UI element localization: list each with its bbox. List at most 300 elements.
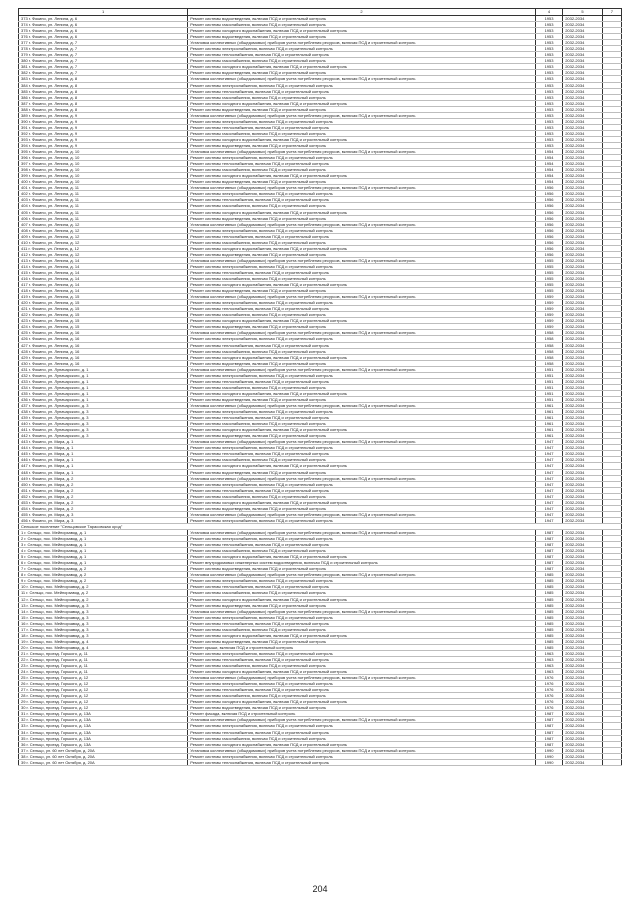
- work-type-cell: Ремонт системы газоснабжения, включая ПСД и строительный контроль: [188, 663, 536, 669]
- address-cell: 3 г. Сельцо, пос. Мейпорзавод, д. 1: [19, 542, 188, 548]
- address-cell: 379 г. Фокино, ул. Ленина, д. 7: [19, 52, 188, 58]
- work-type-cell: Ремонт системы водоотведения, включая ПСД и строительный контроль: [188, 566, 536, 572]
- work-type-cell: Ремонт крыши, включая ПСД и строительный контроль: [188, 644, 536, 650]
- address-cell: 4 г. Сельцо, пос. Мейпорзавод, д. 1: [19, 548, 188, 554]
- work-type-cell: Установка коллективных (общедомовых) приборов учета потребления ресурсов, включая ПСД и строительный контроль: [188, 572, 536, 578]
- address-cell: 26 г. Сельцо, проезд. Горького, д. 12: [19, 681, 188, 687]
- work-type-cell: Ремонт системы газоснабжения, включая ПСД и строительный контроль: [188, 276, 536, 282]
- work-type-cell: Ремонт системы газоснабжения, включая ПСД и строительный контроль: [188, 94, 536, 100]
- work-type-cell: Ремонт системы теплоснабжения, включая ПСД и строительный контроль: [188, 52, 536, 58]
- address-cell: 391 г. Фокино, ул. Ленина, д. 9: [19, 124, 188, 130]
- year-cell: 1959: [535, 306, 562, 312]
- period-cell: 2032-2034: [563, 451, 603, 457]
- work-type-cell: Ремонт системы теплоснабжения, включая ПСД и строительный контроль: [188, 415, 536, 421]
- period-cell: 2032-2034: [563, 106, 603, 112]
- address-cell: 450 г. Фокино, ул. Мира, д. 2: [19, 481, 188, 487]
- period-cell: 2032-2034: [563, 336, 603, 342]
- period-cell: 2032-2034: [563, 142, 603, 148]
- year-cell: 1985: [535, 584, 562, 590]
- address-cell: 383 г. Фокино, ул. Ленина, д. 8: [19, 76, 188, 82]
- address-cell: 15 г. Сельцо, пос. Мейпорзавод, д. 3: [19, 614, 188, 620]
- address-cell: 410 г. Фокино, ул. Ленина, д. 12: [19, 239, 188, 245]
- address-cell: 420 г. Фокино, ул. Ленина, д. 15: [19, 300, 188, 306]
- address-cell: 425 г. Фокино, ул. Ленина, д. 16: [19, 330, 188, 336]
- year-cell: 1958: [535, 342, 562, 348]
- period-cell: 2032-2034: [563, 403, 603, 409]
- address-cell: 390 г. Фокино, ул. Ленина, д. 9: [19, 118, 188, 124]
- address-cell: 451 г. Фокино, ул. Мира, д. 2: [19, 487, 188, 493]
- work-type-cell: Ремонт системы холодного водоснабжения, включая ПСД и строительный контроль: [188, 669, 536, 675]
- year-cell: 1953: [535, 118, 562, 124]
- period-cell: 2032-2034: [563, 100, 603, 106]
- address-cell: 408 г. Фокино, ул. Ленина, д. 12: [19, 227, 188, 233]
- address-cell: 380 г. Фокино, ул. Ленина, д. 7: [19, 58, 188, 64]
- period-cell: 2032-2034: [563, 554, 603, 560]
- year-cell: 1958: [535, 330, 562, 336]
- address-cell: 386 г. Фокино, ул. Ленина, д. 8: [19, 94, 188, 100]
- period-cell: 2032-2034: [563, 396, 603, 402]
- year-cell: 1953: [535, 82, 562, 88]
- work-type-cell: Ремонт системы газоснабжения, включая ПСД и строительный контроль: [188, 58, 536, 64]
- year-cell: 1955: [535, 288, 562, 294]
- work-type-cell: Ремонт системы теплоснабжения, включая ПСД и строительный контроль: [188, 161, 536, 167]
- year-cell: 1985: [535, 572, 562, 578]
- year-cell: 1959: [535, 294, 562, 300]
- work-type-cell: Установка коллективных (общедомовых) приборов учета потребления ресурсов, включая ПСД и строительный контроль: [188, 439, 536, 445]
- period-cell: 2032-2034: [563, 499, 603, 505]
- header-col-5: 5: [563, 9, 603, 16]
- year-cell: 1959: [535, 324, 562, 330]
- period-cell: 2032-2034: [563, 276, 603, 282]
- year-cell: 1976: [535, 681, 562, 687]
- address-cell: 443 г. Фокино, ул. Мира, д. 1: [19, 439, 188, 445]
- address-cell: 437 г. Фокино, ул. Луначарского, д. 3: [19, 403, 188, 409]
- period-cell: 2032-2034: [563, 469, 603, 475]
- address-cell: 415 г. Фокино, ул. Ленина, д. 14: [19, 269, 188, 275]
- work-type-cell: Ремонт системы холодного водоснабжения, включая ПСД и строительный контроль: [188, 741, 536, 747]
- work-type-cell: Ремонт системы теплоснабжения, включая ПСД и строительный контроль: [188, 620, 536, 626]
- work-type-cell: Ремонт системы электроснабжения, включая ПСД и строительный контроль: [188, 372, 536, 378]
- period-cell: 2032-2034: [563, 149, 603, 155]
- work-type-cell: Ремонт системы теплоснабжения, включая ПСД и строительный контроль: [188, 197, 536, 203]
- period-cell: 2032-2034: [563, 185, 603, 191]
- work-type-cell: Ремонт системы электроснабжения, включая ПСД и строительный контроль: [188, 118, 536, 124]
- period-cell: 2032-2034: [563, 191, 603, 197]
- period-cell: 2032-2034: [563, 215, 603, 221]
- year-cell: 1985: [535, 620, 562, 626]
- period-cell: 2032-2034: [563, 608, 603, 614]
- work-type-cell: Установка коллективных (общедомовых) приборов учета потребления ресурсов, включая ПСД и строительный контроль: [188, 403, 536, 409]
- period-cell: 2032-2034: [563, 693, 603, 699]
- work-type-cell: Ремонт системы холодного водоснабжения, включая ПСД и строительный контроль: [188, 554, 536, 560]
- address-cell: 5 г. Сельцо, пос. Мейпорзавод, д. 1: [19, 554, 188, 560]
- address-cell: 34 г. Сельцо, проезд. Горького, д. 13А: [19, 729, 188, 735]
- period-cell: 2032-2034: [563, 650, 603, 656]
- work-type-cell: Ремонт системы газоснабжения, включая ПСД и строительный контроль: [188, 457, 536, 463]
- work-type-cell: Ремонт системы электроснабжения, включая ПСД и строительный контроль: [188, 82, 536, 88]
- year-cell: 1956: [535, 233, 562, 239]
- year-cell: 1947: [535, 505, 562, 511]
- work-type-cell: Ремонт системы газоснабжения, включая ПСД и строительный контроль: [188, 203, 536, 209]
- work-type-cell: Ремонт системы электроснабжения, включая ПСД и строительный контроль: [188, 336, 536, 342]
- address-cell: 32 г. Сельцо, проезд. Горького, д. 13А: [19, 717, 188, 723]
- work-type-cell: Ремонт системы водоотведения, включая ПСД и строительный контроль: [188, 251, 536, 257]
- period-cell: 2032-2034: [563, 118, 603, 124]
- work-type-cell: Ремонт системы электроснабжения, включая ПСД и строительный контроль: [188, 578, 536, 584]
- year-cell: 1953: [535, 22, 562, 28]
- address-cell: 9 г. Сельцо, пос. Мейпорзавод, д. 2: [19, 578, 188, 584]
- header-col-7: 7: [602, 9, 621, 16]
- period-cell: 2032-2034: [563, 626, 603, 632]
- work-type-cell: Ремонт системы газоснабжения, включая ПСД и строительный контроль: [188, 493, 536, 499]
- year-cell: 1956: [535, 209, 562, 215]
- work-type-cell: Ремонт системы теплоснабжения, включая ПСД и строительный контроль: [188, 342, 536, 348]
- year-cell: 1953: [535, 100, 562, 106]
- year-cell: 1976: [535, 687, 562, 693]
- address-cell: 8 г. Сельцо, пос. Мейпорзавод, д. 2: [19, 572, 188, 578]
- work-type-cell: Ремонт системы газоснабжения, включая ПСД и строительный контроль: [188, 590, 536, 596]
- year-cell: 1947: [535, 457, 562, 463]
- address-cell: 438 г. Фокино, ул. Луначарского, д. 3: [19, 409, 188, 415]
- year-cell: 1958: [535, 360, 562, 366]
- period-cell: 2032-2034: [563, 439, 603, 445]
- year-cell: 1951: [535, 378, 562, 384]
- year-cell: 1976: [535, 693, 562, 699]
- address-cell: 432 г. Фокино, ул. Луначарского, д. 1: [19, 372, 188, 378]
- year-cell: 1987: [535, 548, 562, 554]
- period-cell: 2032-2034: [563, 203, 603, 209]
- period-cell: 2032-2034: [563, 294, 603, 300]
- address-cell: 413 г. Фокино, ул. Ленина, д. 14: [19, 257, 188, 263]
- address-cell: 31 г. Сельцо, проезд. Горького, д. 13А: [19, 711, 188, 717]
- period-cell: 2032-2034: [563, 741, 603, 747]
- period-cell: 2032-2034: [563, 669, 603, 675]
- work-type-cell: Установка коллективных (общедомовых) приборов учета потребления ресурсов, включая ПСД и строительный контроль: [188, 149, 536, 155]
- period-cell: 2032-2034: [563, 517, 603, 523]
- year-cell: 1987: [535, 729, 562, 735]
- period-cell: 2032-2034: [563, 427, 603, 433]
- year-cell: 1953: [535, 46, 562, 52]
- year-cell: 1953: [535, 76, 562, 82]
- period-cell: 2032-2034: [563, 481, 603, 487]
- work-type-cell: Ремонт системы водоотведения, включая ПСД и строительный контроль: [188, 360, 536, 366]
- address-cell: 10 г. Сельцо, пос. Мейпорзавод, д. 2: [19, 584, 188, 590]
- year-cell: 1958: [535, 348, 562, 354]
- period-cell: 2032-2034: [563, 584, 603, 590]
- address-cell: 392 г. Фокино, ул. Ленина, д. 9: [19, 130, 188, 136]
- period-cell: 2032-2034: [563, 16, 603, 22]
- year-cell: 1958: [535, 354, 562, 360]
- address-cell: 429 г. Фокино, ул. Ленина, д. 16: [19, 354, 188, 360]
- period-cell: 2032-2034: [563, 717, 603, 723]
- address-cell: 33 г. Сельцо, проезд. Горького, д. 13А: [19, 723, 188, 729]
- period-cell: 2032-2034: [563, 457, 603, 463]
- work-type-cell: Ремонт системы газоснабжения, включая ПСД и строительный контроль: [188, 548, 536, 554]
- year-cell: 1987: [535, 529, 562, 535]
- year-cell: 1951: [535, 396, 562, 402]
- year-cell: 1985: [535, 608, 562, 614]
- address-cell: 388 г. Фокино, ул. Ленина, д. 8: [19, 106, 188, 112]
- address-cell: 401 г. Фокино, ул. Ленина, д. 11: [19, 185, 188, 191]
- address-cell: 18 г. Сельцо, пос. Мейпорзавод, д. 3: [19, 632, 188, 638]
- work-type-cell: Установка коллективных (общедомовых) приборов учета потребления ресурсов, включая ПСД и строительный контроль: [188, 529, 536, 535]
- period-cell: 2032-2034: [563, 433, 603, 439]
- address-cell: 22 г. Сельцо, проезд. Горького, д. 11: [19, 656, 188, 662]
- address-cell: 378 г. Фокино, ул. Ленина, д. 7: [19, 46, 188, 52]
- work-type-cell: Ремонт системы водоотведения, включая ПСД и строительный контроль: [188, 288, 536, 294]
- period-cell: 2032-2034: [563, 753, 603, 759]
- work-type-cell: Ремонт системы холодного водоснабжения, включая ПСД и строительный контроль: [188, 318, 536, 324]
- period-cell: 2032-2034: [563, 94, 603, 100]
- year-cell: 1985: [535, 632, 562, 638]
- period-cell: 2032-2034: [563, 681, 603, 687]
- period-cell: 2032-2034: [563, 288, 603, 294]
- period-cell: 2032-2034: [563, 88, 603, 94]
- address-cell: 7 г. Сельцо, пос. Мейпорзавод, д. 2: [19, 566, 188, 572]
- period-cell: 2032-2034: [563, 58, 603, 64]
- year-cell: 1985: [535, 614, 562, 620]
- year-cell: 1956: [535, 227, 562, 233]
- period-cell: 2032-2034: [563, 348, 603, 354]
- work-type-cell: Ремонт системы газоснабжения, включая ПСД и строительный контроль: [188, 130, 536, 136]
- year-cell: 1976: [535, 699, 562, 705]
- period-cell: 2032-2034: [563, 572, 603, 578]
- year-cell: 1987: [535, 741, 562, 747]
- year-cell: 1987: [535, 735, 562, 741]
- work-type-cell: Установка коллективных (общедомовых) приборов учета потребления ресурсов, включая ПСД и строительный контроль: [188, 76, 536, 82]
- work-type-cell: Ремонт системы электроснабжения, включая ПСД и строительный контроль: [188, 753, 536, 759]
- year-cell: 1953: [535, 136, 562, 142]
- period-cell: 2032-2034: [563, 445, 603, 451]
- address-cell: 396 г. Фокино, ул. Ленина, д. 10: [19, 155, 188, 161]
- period-cell: 2032-2034: [563, 312, 603, 318]
- address-cell: 419 г. Фокино, ул. Ленина, д. 15: [19, 294, 188, 300]
- work-type-cell: Ремонт системы теплоснабжения, включая ПСД и строительный контроль: [188, 542, 536, 548]
- year-cell: 1956: [535, 221, 562, 227]
- period-cell: 2032-2034: [563, 233, 603, 239]
- work-type-cell: Ремонт системы водоотведения, включая ПСД и строительный контроль: [188, 705, 536, 711]
- period-cell: 2032-2034: [563, 542, 603, 548]
- year-cell: 1947: [535, 439, 562, 445]
- year-cell: 1961: [535, 409, 562, 415]
- work-type-cell: Ремонт системы теплоснабжения, включая ПСД и строительный контроль: [188, 451, 536, 457]
- period-cell: 2032-2034: [563, 602, 603, 608]
- work-type-cell: Ремонт системы электроснабжения, включая ПСД и строительный контроль: [188, 263, 536, 269]
- address-cell: 422 г. Фокино, ул. Ленина, д. 15: [19, 312, 188, 318]
- work-type-cell: Ремонт системы электроснабжения, включая ПСД и строительный контроль: [188, 650, 536, 656]
- work-type-cell: Ремонт системы холодного водоснабжения, включая ПСД и строительный контроль: [188, 282, 536, 288]
- year-cell: 1990: [535, 759, 562, 765]
- period-cell: 2032-2034: [563, 638, 603, 644]
- address-cell: 416 г. Фокино, ул. Ленина, д. 14: [19, 276, 188, 282]
- year-cell: 1947: [535, 469, 562, 475]
- address-cell: 21 г. Сельцо, проезд. Горького, д. 11: [19, 650, 188, 656]
- year-cell: 1955: [535, 257, 562, 263]
- period-cell: 2032-2034: [563, 245, 603, 251]
- year-cell: 1953: [535, 112, 562, 118]
- address-cell: 381 г. Фокино, ул. Ленина, д. 7: [19, 64, 188, 70]
- period-cell: 2032-2034: [563, 167, 603, 173]
- work-type-cell: Ремонт системы электроснабжения, включая ПСД и строительный контроль: [188, 723, 536, 729]
- period-cell: 2032-2034: [563, 46, 603, 52]
- year-cell: 1987: [535, 560, 562, 566]
- year-cell: 1953: [535, 34, 562, 40]
- year-cell: 1961: [535, 415, 562, 421]
- work-type-cell: Ремонт системы теплоснабжения, включая ПСД и строительный контроль: [188, 584, 536, 590]
- period-cell: 2032-2034: [563, 209, 603, 215]
- year-cell: 1987: [535, 542, 562, 548]
- year-cell: 1961: [535, 421, 562, 427]
- work-type-cell: Установка коллективных (общедомовых) приборов учета потребления ресурсов, включая ПСД и строительный контроль: [188, 257, 536, 263]
- work-type-cell: Ремонт системы теплоснабжения, включая ПСД и строительный контроль: [188, 88, 536, 94]
- period-cell: 2032-2034: [563, 421, 603, 427]
- work-type-cell: Установка коллективных (общедомовых) приборов учета потребления ресурсов, включая ПСД и строительный контроль: [188, 511, 536, 517]
- year-cell: 1951: [535, 384, 562, 390]
- address-cell: 445 г. Фокино, ул. Мира, д. 1: [19, 451, 188, 457]
- period-cell: 2032-2034: [563, 263, 603, 269]
- period-cell: 2032-2034: [563, 306, 603, 312]
- address-cell: 447 г. Фокино, ул. Мира, д. 1: [19, 463, 188, 469]
- address-cell: 433 г. Фокино, ул. Луначарского, д. 1: [19, 378, 188, 384]
- year-cell: 1963: [535, 650, 562, 656]
- year-cell: 1947: [535, 463, 562, 469]
- work-type-cell: Ремонт системы холодного водоснабжения, включая ПСД и строительный контроль: [188, 64, 536, 70]
- year-cell: 1953: [535, 16, 562, 22]
- year-cell: 1954: [535, 149, 562, 155]
- address-cell: 16 г. Сельцо, пос. Мейпорзавод, д. 3: [19, 620, 188, 626]
- address-cell: 434 г. Фокино, ул. Луначарского, д. 1: [19, 384, 188, 390]
- year-cell: 1953: [535, 124, 562, 130]
- work-type-cell: Установка коллективных (общедомовых) приборов учета потребления ресурсов, включая ПСД и строительный контроль: [188, 366, 536, 372]
- address-cell: 35 г. Сельцо, проезд. Горького, д. 13А: [19, 735, 188, 741]
- address-cell: 452 г. Фокино, ул. Мира, д. 2: [19, 493, 188, 499]
- page-number: 204: [312, 884, 328, 894]
- address-cell: 14 г. Сельцо, пос. Мейпорзавод, д. 3: [19, 608, 188, 614]
- period-cell: 2032-2034: [563, 251, 603, 257]
- period-cell: 2032-2034: [563, 620, 603, 626]
- year-cell: 1956: [535, 185, 562, 191]
- year-cell: 1953: [535, 40, 562, 46]
- address-cell: 427 г. Фокино, ул. Ленина, д. 16: [19, 342, 188, 348]
- period-cell: 2032-2034: [563, 384, 603, 390]
- period-cell: 2032-2034: [563, 548, 603, 554]
- work-type-cell: Ремонт системы холодного водоснабжения, включая ПСД и строительный контроль: [188, 632, 536, 638]
- work-type-cell: Ремонт системы водоотведения, включая ПСД и строительный контроль: [188, 215, 536, 221]
- address-cell: 2 г. Сельцо, пос. Мейпорзавод, д. 1: [19, 536, 188, 542]
- year-cell: 1956: [535, 197, 562, 203]
- work-type-cell: Ремонт системы холодного водоснабжения, включая ПСД и строительный контроль: [188, 28, 536, 34]
- address-cell: 397 г. Фокино, ул. Ленина, д. 10: [19, 161, 188, 167]
- work-type-cell: Ремонт системы водоотведения, включая ПСД и строительный контроль: [188, 142, 536, 148]
- year-cell: 1959: [535, 300, 562, 306]
- year-cell: 1987: [535, 566, 562, 572]
- note-cell: [602, 759, 621, 765]
- period-cell: 2032-2034: [563, 34, 603, 40]
- period-cell: 2032-2034: [563, 161, 603, 167]
- work-type-cell: Установка коллективных (общедомовых) приборов учета потребления ресурсов, включая ПСД и строительный контроль: [188, 112, 536, 118]
- period-cell: 2032-2034: [563, 360, 603, 366]
- work-type-cell: Установка коллективных (общедомовых) приборов учета потребления ресурсов, включая ПСД и строительный контроль: [188, 221, 536, 227]
- address-cell: 417 г. Фокино, ул. Ленина, д. 14: [19, 282, 188, 288]
- work-type-cell: Ремонт системы холодного водоснабжения, включая ПСД и строительный контроль: [188, 427, 536, 433]
- year-cell: 1953: [535, 70, 562, 76]
- address-cell: 402 г. Фокино, ул. Ленина, д. 11: [19, 191, 188, 197]
- period-cell: 2032-2034: [563, 52, 603, 58]
- address-cell: 428 г. Фокино, ул. Ленина, д. 16: [19, 348, 188, 354]
- year-cell: 1954: [535, 173, 562, 179]
- year-cell: 1953: [535, 58, 562, 64]
- year-cell: 1963: [535, 669, 562, 675]
- address-cell: 19 г. Сельцо, пос. Мейпорзавод, д. 4: [19, 638, 188, 644]
- year-cell: 1990: [535, 747, 562, 753]
- work-type-cell: Ремонт системы теплоснабжения, включая ПСД и строительный контроль: [188, 729, 536, 735]
- work-type-cell: Ремонт системы электроснабжения, включая ПСД и строительный контроль: [188, 409, 536, 415]
- work-type-cell: Ремонт системы электроснабжения, включая ПСД и строительный контроль: [188, 536, 536, 542]
- period-cell: 2032-2034: [563, 324, 603, 330]
- period-cell: 2032-2034: [563, 415, 603, 421]
- address-cell: 412 г. Фокино, ул. Ленина, д. 12: [19, 251, 188, 257]
- address-cell: 430 г. Фокино, ул. Ленина, д. 16: [19, 360, 188, 366]
- period-cell: 2032-2034: [563, 747, 603, 753]
- work-type-cell: Установка коллективных (общедомовых) приборов учета потребления ресурсов, включая ПСД и строительный контроль: [188, 40, 536, 46]
- period-cell: 2032-2034: [563, 505, 603, 511]
- address-cell: 400 г. Фокино, ул. Ленина, д. 10: [19, 179, 188, 185]
- address-cell: 12 г. Сельцо, пос. Мейпорзавод, д. 2: [19, 596, 188, 602]
- work-type-cell: Ремонт внутридомовых инженерных систем водоотведения, включая ПСД и строительный контроль: [188, 560, 536, 566]
- work-type-cell: Ремонт системы электроснабжения, включая ПСД и строительный контроль: [188, 445, 536, 451]
- period-cell: 2032-2034: [563, 22, 603, 28]
- address-cell: 389 г. Фокино, ул. Ленина, д. 9: [19, 112, 188, 118]
- year-cell: 1961: [535, 403, 562, 409]
- address-cell: 448 г. Фокино, ул. Мира, д. 1: [19, 469, 188, 475]
- period-cell: 2032-2034: [563, 40, 603, 46]
- section-heading: Сельское поселение "Сельцовское Тарасовская ород": [19, 523, 622, 529]
- work-type-cell: Ремонт системы водоотведения, включая ПСД и строительный контроль: [188, 324, 536, 330]
- table-header-row: [19, 9, 622, 16]
- year-cell: 1985: [535, 644, 562, 650]
- work-type-cell: Ремонт системы водоотведения, включая ПСД и строительный контроль: [188, 34, 536, 40]
- work-type-cell: Ремонт системы электроснабжения, включая ПСД и строительный контроль: [188, 481, 536, 487]
- address-cell: 405 г. Фокино, ул. Ленина, д. 11: [19, 209, 188, 215]
- period-cell: 2032-2034: [563, 735, 603, 741]
- year-cell: 1956: [535, 239, 562, 245]
- year-cell: 1951: [535, 390, 562, 396]
- address-cell: 403 г. Фокино, ул. Ленина, д. 11: [19, 197, 188, 203]
- year-cell: 1985: [535, 596, 562, 602]
- year-cell: 1947: [535, 499, 562, 505]
- period-cell: 2032-2034: [563, 366, 603, 372]
- year-cell: 1954: [535, 161, 562, 167]
- year-cell: 1955: [535, 269, 562, 275]
- work-type-cell: Установка коллективных (общедомовых) приборов учета потребления ресурсов, включая ПСД и строительный контроль: [188, 608, 536, 614]
- work-type-cell: Ремонт системы электроснабжения, включая ПСД и строительный контроль: [188, 681, 536, 687]
- address-cell: 449 г. Фокино, ул. Мира, д. 2: [19, 475, 188, 481]
- address-cell: 384 г. Фокино, ул. Ленина, д. 8: [19, 82, 188, 88]
- work-type-cell: Ремонт системы теплоснабжения, включая ПСД и строительный контроль: [188, 487, 536, 493]
- work-type-cell: Ремонт системы газоснабжения, включая ПСД и строительный контроль: [188, 693, 536, 699]
- year-cell: 1953: [535, 130, 562, 136]
- address-cell: 441 г. Фокино, ул. Луначарского, д. 3: [19, 427, 188, 433]
- year-cell: 1954: [535, 179, 562, 185]
- year-cell: 1953: [535, 64, 562, 70]
- year-cell: 1953: [535, 142, 562, 148]
- period-cell: 2032-2034: [563, 130, 603, 136]
- header-col-4: 4: [535, 9, 562, 16]
- table-row: [19, 759, 622, 765]
- work-type-cell: Ремонт системы газоснабжения, включая ПСД и строительный контроль: [188, 167, 536, 173]
- address-cell: 414 г. Фокино, ул. Ленина, д. 14: [19, 263, 188, 269]
- work-type-cell: Ремонт системы водоотведения, включая ПСД и строительный контроль: [188, 396, 536, 402]
